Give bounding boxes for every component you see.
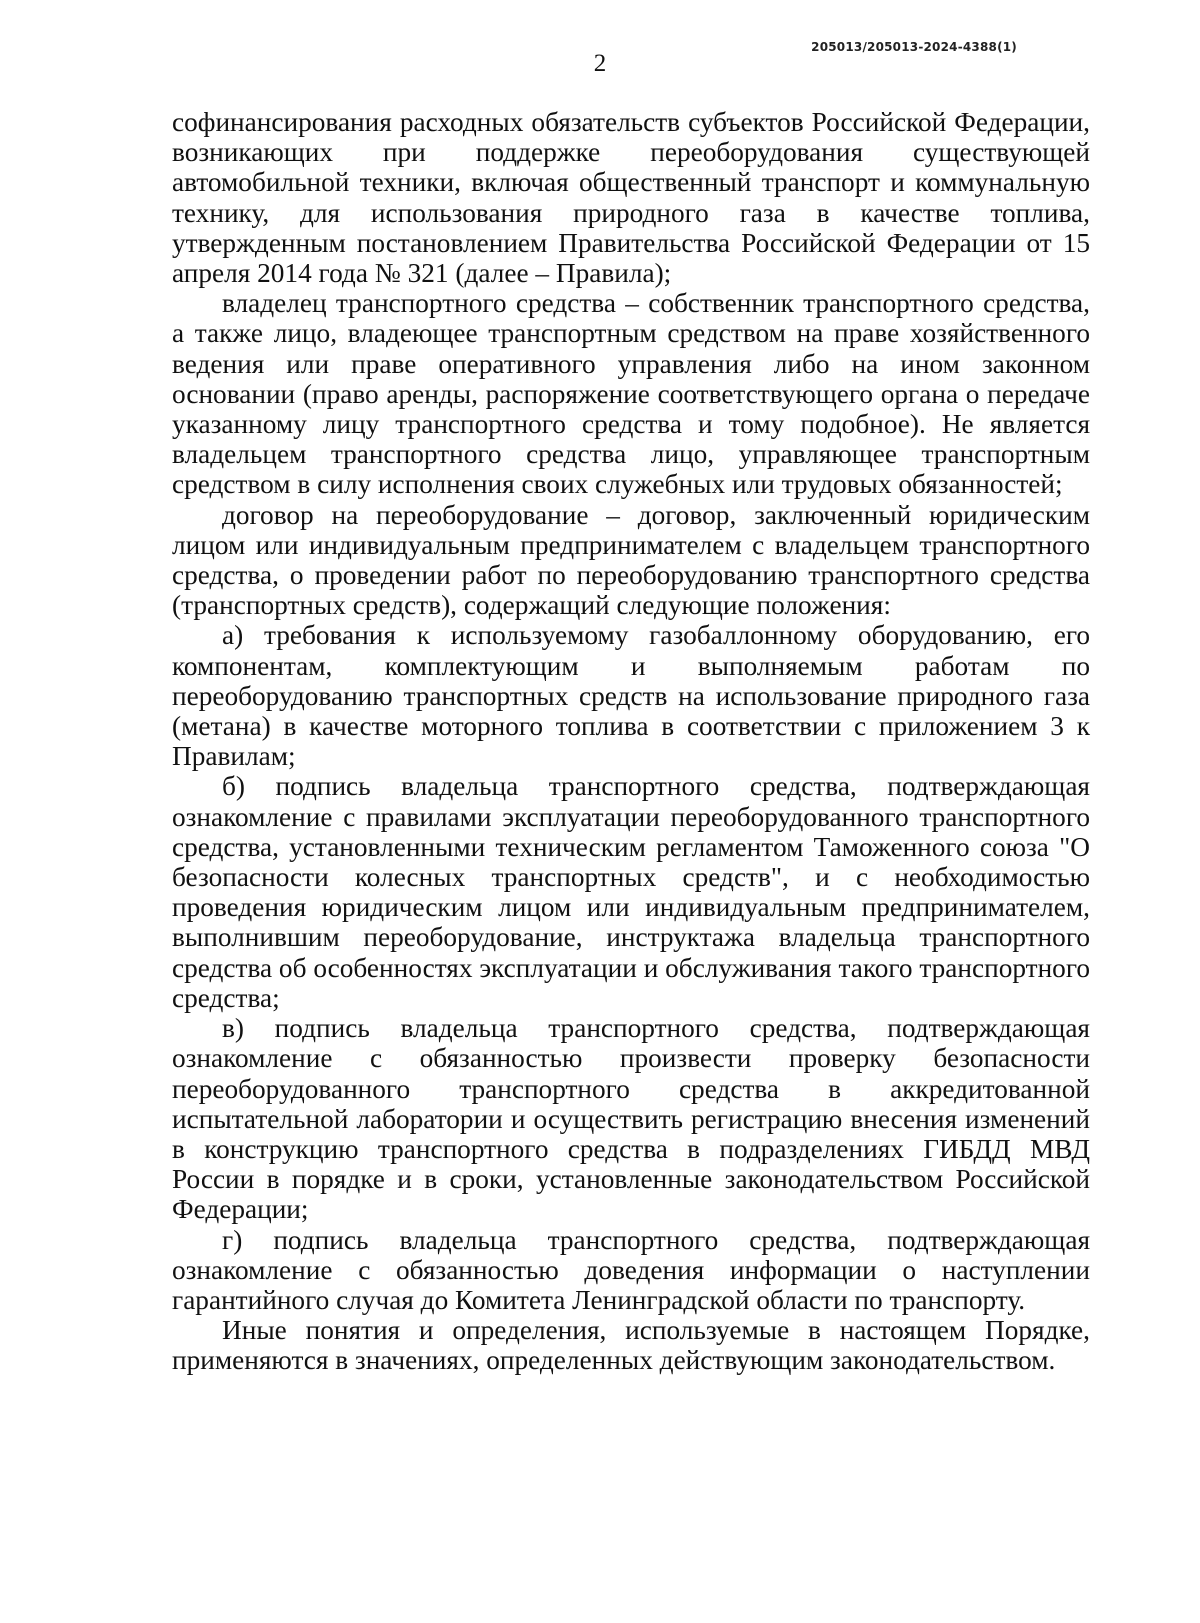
- list-item-v: в) подпись владельца транспортного средства, подтверждающая ознакомление с обязанностью произвести проверку безопасности переоборудованного транспортного средства в аккредитованной испытательной лаборатории и осуществить регистрацию внесения изменений в конструкцию транспортного средства в подразделениях ГИБДД МВД России в порядке и в сроки, установленные законодательством Российской Федерации;: [172, 1013, 1090, 1225]
- paragraph-conversion-contract-definition: договор на переоборудование – договор, заключенный юридическим лицом или индивидуальным предпринимателем с владельцем транспортного средства, о проведении работ по переоборудованию транспортного средства (транспортных средств), содержащий следующие положения:: [172, 499, 1090, 621]
- paragraph-vehicle-owner-definition: владелец транспортного средства – собственник транспортного средства, а также лицо, владеющее транспортным средством на праве хозяйственного ведения или праве оперативного управления либо на ином законном основании (право аренды, распоряжение соответствующего органа о передаче указанному лицу транспортного средства и тому подобное). Не является владельцем транспортного средства лицо, управляющее транспортным средством в силу исполнения своих служебных или трудовых обязанностей;: [172, 288, 1090, 500]
- list-item-g: г) подпись владельца транспортного средства, подтверждающая ознакомление с обязанностью доведения информации о наступлении гарантийного случая до Комитета Ленинградской области по транспорту.: [172, 1224, 1090, 1315]
- paragraph-continuation: софинансирования расходных обязательств субъектов Российской Федерации, возникающих при поддержке переоборудования существующей автомобильной техники, включая общественный транспорт и коммунальную технику, для использования природного газа в качестве топлива, утвержденным постановлением Правительства Российской Федерации от 15 апреля 2014 года № 321 (далее – Правила);: [172, 107, 1090, 289]
- list-item-a: а) требования к используемому газобаллонному оборудованию, его компонентам, комплектующим и выполняемым работам по переоборудованию транспортных средств на использование природного газа (метана) в качестве моторного топлива в соответствии с приложением 3 к Правилам;: [172, 620, 1090, 772]
- list-item-b: б) подпись владельца транспортного средства, подтверждающая ознакомление с правилами эксплуатации переоборудованного транспортного средства, установленными техническим регламентом Таможенного союза "О безопасности колесных транспортных средств", и с необходимостью проведения юридическим лицом или индивидуальным предпринимателем, выполнившим переоборудование, инструктажа владельца транспортного средства об особенностях эксплуатации и обслуживания такого транспортного средства;: [172, 771, 1090, 1013]
- page-number: 2: [593, 50, 607, 77]
- paragraph-other-terms: Иные понятия и определения, используемые в настоящем Порядке, применяются в значениях, определенных действующим законодательством.: [172, 1315, 1090, 1376]
- document-body: [172, 107, 1090, 1376]
- document-id: 205013/205013-2024-4388(1): [811, 40, 1017, 54]
